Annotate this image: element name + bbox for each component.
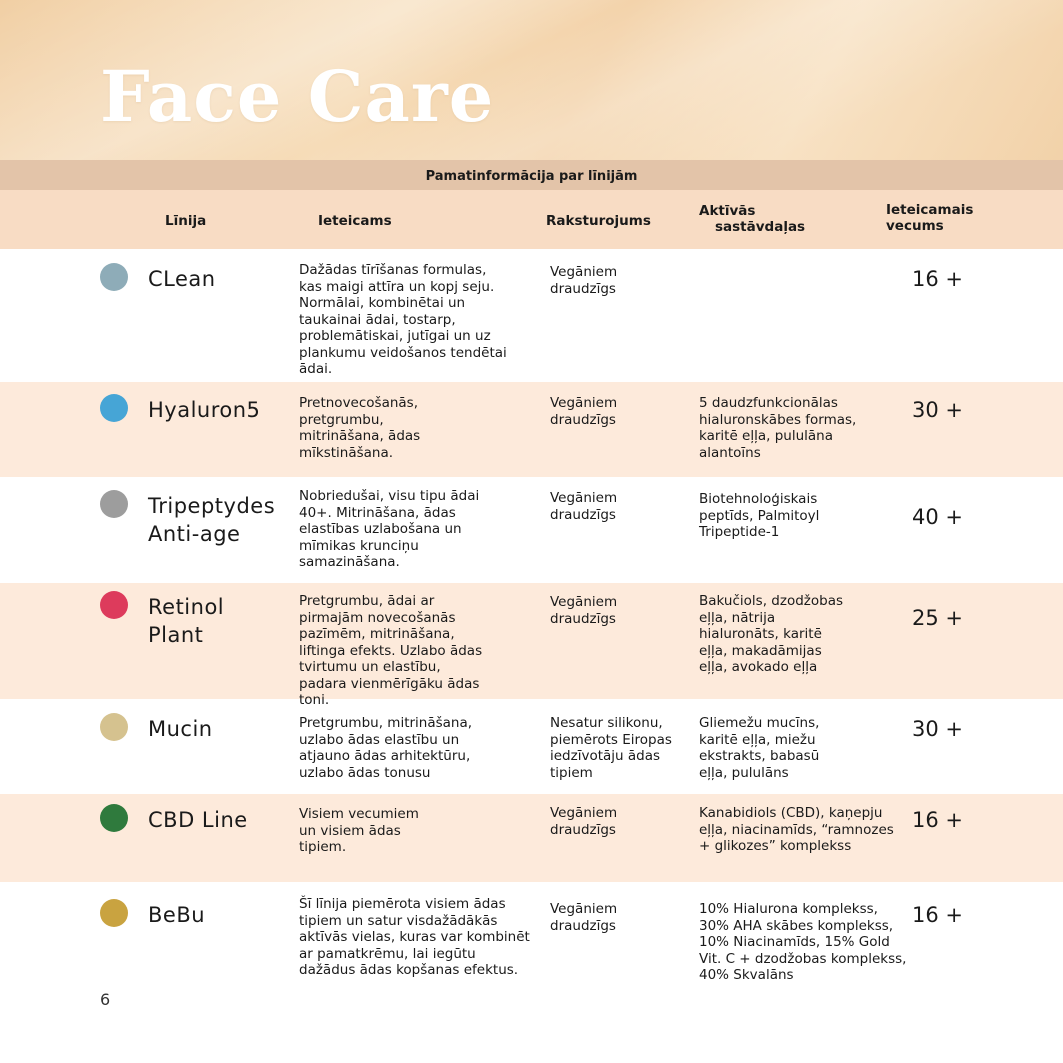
age-value: 30 + (912, 717, 963, 741)
table-row (0, 794, 1063, 882)
col-active: Aktīvās sastāvdaļas (699, 203, 806, 235)
line-color-dot (100, 394, 128, 422)
line-color-dot (100, 263, 128, 291)
col-line: Līnija (165, 213, 207, 229)
line-name: CLean (148, 267, 216, 291)
characteristic-text: Vegāniem draudzīgs (550, 395, 618, 428)
table-row (0, 583, 1063, 708)
active-text: 5 daudzfunkcionālas hialuronskābes formas, karitē eļļa, pululāna alantoīns (699, 395, 857, 461)
table-row (0, 882, 1063, 1002)
characteristic-text: Vegāniem draudzīgs (550, 594, 618, 627)
page-number: 6 (100, 990, 111, 1009)
active-text: Gliemežu mucīns, karitē eļļa, miežu ekstrakts, babasū eļļa, pululāns (699, 715, 820, 781)
characteristic-text: Vegāniem draudzīgs (550, 490, 618, 523)
col-age: Ieteicamais vecums (886, 202, 974, 234)
line-name: BeBu (148, 903, 206, 927)
line-name: Hyaluron5 (148, 398, 261, 422)
page-title: Face Care (100, 55, 495, 138)
line-name: CBD Line (148, 808, 248, 832)
line-name: Tripeptydes Anti-age (148, 494, 276, 546)
line-color-dot (100, 899, 128, 927)
line-color-dot (100, 713, 128, 741)
characteristic-text: Vegāniem draudzīgs (550, 264, 618, 297)
line-color-dot (100, 490, 128, 518)
line-name: Mucin (148, 717, 213, 741)
col-recommended: Ieteicams (318, 213, 392, 229)
characteristic-text: Vegāniem draudzīgs (550, 805, 618, 838)
active-text: 10% Hialurona komplekss, 30% AHA skābes komplekss, 10% Niacinamīds, 15% Gold Vit. C + dzodžobas komplekss, 40% Skvalāns (699, 901, 907, 983)
characteristic-text: Vegāniem draudzīgs (550, 901, 618, 934)
age-value: 16 + (912, 267, 963, 291)
age-value: 25 + (912, 606, 963, 630)
recommended-text: Visiem vecumiem un visiem ādas tipiem. (299, 806, 419, 855)
age-value: 30 + (912, 398, 963, 422)
recommended-text: Dažādas tīrīšanas formulas, kas maigi attīra un kopj seju. Normālai, kombinētai un taukainai ādai, tostarp, problemātiskai, jutīgai un uz plankumu veidošanos tendētai ādai. (299, 262, 507, 377)
age-value: 40 + (912, 505, 963, 529)
table-header (0, 190, 1063, 249)
line-name: Retinol Plant (148, 595, 225, 647)
table-row (0, 382, 1063, 477)
characteristic-text: Nesatur silikonu, piemērots Eiropas iedzīvotāju ādas tipiem (550, 715, 672, 781)
table-caption: Pamatinformācija par līnijām (0, 160, 1063, 190)
active-text: Bakučiols, dzodžobas eļļa, nātrija hialuronāts, karitē eļļa, makadāmijas eļļa, avokado eļļa (699, 593, 843, 675)
active-text: Biotehnoloģiskais peptīds, Palmitoyl Tripeptide-1 (699, 491, 820, 540)
age-value: 16 + (912, 903, 963, 927)
table-row (0, 477, 1063, 583)
age-value: 16 + (912, 808, 963, 832)
table-row (0, 249, 1063, 382)
recommended-text: Šī līnija piemērota visiem ādas tipiem un satur visdažādākās aktīvās vielas, kuras var kombinēt ar pamatkrēmu, lai iegūtu dažādus ādas kopšanas efektus. (299, 896, 530, 978)
table-row (0, 699, 1063, 794)
line-color-dot (100, 804, 128, 832)
recommended-text: Pretnovecošanās, pretgrumbu, mitrināšana, ādas mīkstināšana. (299, 395, 421, 461)
recommended-text: Pretgrumbu, ādai ar pirmajām novecošanās pazīmēm, mitrināšana, liftinga efekts. Uzlabo ādas tvirtumu un elastību, padara vienmērīgāku ādas toni. (299, 593, 483, 708)
recommended-text: Nobriedušai, visu tipu ādai 40+. Mitrināšana, ādas elastības uzlabošana un mīmikas krunciņu samazināšana. (299, 488, 480, 570)
col-characteristic: Raksturojums (546, 213, 651, 229)
line-color-dot (100, 591, 128, 619)
active-text: Kanabidiols (CBD), kaņepju eļļa, niacinamīds, “ramnozes + glikozes” komplekss (699, 805, 894, 854)
recommended-text: Pretgrumbu, mitrināšana, uzlabo ādas elastību un atjauno ādas arhitektūru, uzlabo ādas tonusu (299, 715, 473, 781)
header-banner (0, 0, 1063, 160)
